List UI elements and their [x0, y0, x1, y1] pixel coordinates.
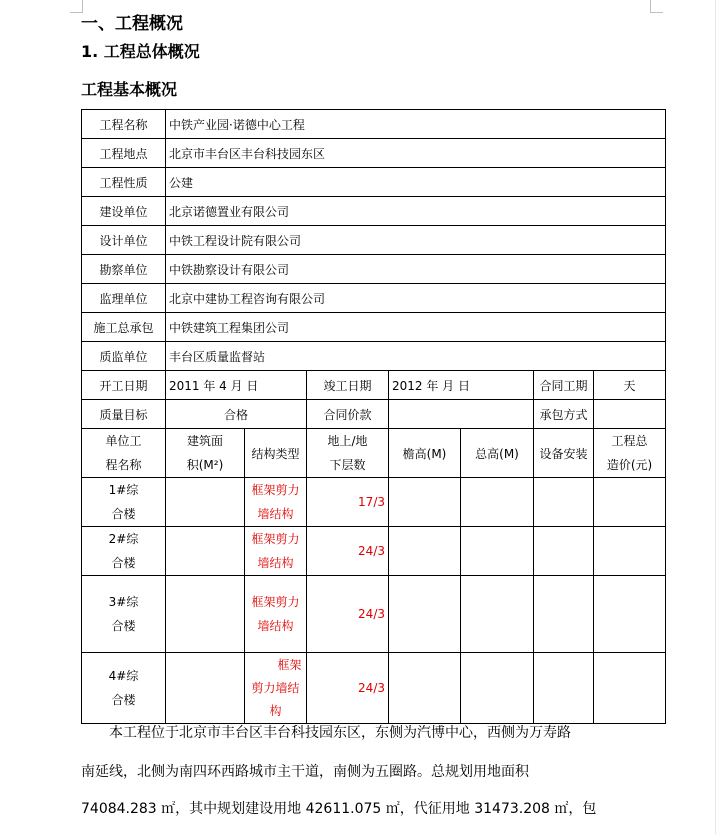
label-nature: 工程性质: [82, 168, 166, 197]
building-cost: [594, 527, 666, 576]
value-supervisor: 北京中建协工程咨询有限公司: [166, 284, 666, 313]
building-total-height: [461, 653, 534, 724]
label-quality-station: 质监单位: [82, 342, 166, 371]
page-edge: [715, 0, 716, 834]
quality-row: [82, 400, 666, 429]
header-equipment: 设备安装: [534, 429, 594, 478]
header-total-cost: 工程总 造价(元): [594, 429, 666, 478]
body-paragraph-line-3: 74084.283 ㎡，其中规划建设用地 42611.075 ㎡，代征用地 31473.208 ㎡，包: [81, 801, 597, 817]
table-row: [82, 527, 666, 576]
building-structure: 框架剪力 墙结构: [245, 576, 307, 653]
label-contract-period: 合同工期: [534, 371, 594, 400]
building-floors: 24/3: [307, 576, 389, 653]
value-contract-period: 天: [594, 371, 666, 400]
value-location: 北京市丰台区丰台科技园东区: [166, 139, 666, 168]
value-project-name: 中铁产业园·诺德中心工程: [166, 110, 666, 139]
value-quality-station: 丰台区质量监督站: [166, 342, 666, 371]
value-quality-target: 合格: [166, 400, 307, 429]
header-total-height: 总高(M): [461, 429, 534, 478]
building-area: [166, 653, 245, 724]
section-heading: 一、工程概况: [81, 14, 183, 34]
label-contract-price: 合同价款: [307, 400, 389, 429]
building-eaves: [389, 653, 461, 724]
info-row-supervisor: [82, 284, 666, 313]
label-survey: 勘察单位: [82, 255, 166, 284]
building-area: [166, 576, 245, 653]
building-eaves: [389, 478, 461, 527]
value-nature: 公建: [166, 168, 666, 197]
building-structure: 框架 剪力墙结 构: [245, 653, 307, 724]
body-paragraph-line-2: 南延线，北侧为南四环西路城市主干道，南侧为五圈路。总规划用地面积: [81, 764, 529, 780]
building-floors: 24/3: [307, 653, 389, 724]
label-start-date: 开工日期: [82, 371, 166, 400]
value-designer: 中铁工程设计院有限公司: [166, 226, 666, 255]
building-area: [166, 527, 245, 576]
value-survey: 中铁勘察设计有限公司: [166, 255, 666, 284]
info-row-survey: [82, 255, 666, 284]
value-owner: 北京诺德置业有限公司: [166, 197, 666, 226]
building-equipment: [534, 576, 594, 653]
header-structure-type: 结构类型: [245, 429, 307, 478]
label-contract-mode: 承包方式: [534, 400, 594, 429]
building-structure: 框架剪力 墙结构: [245, 527, 307, 576]
building-total-height: [461, 576, 534, 653]
label-designer: 设计单位: [82, 226, 166, 255]
subsection-heading: 1. 工程总体概况: [81, 42, 200, 61]
value-end-date: 2012 年 月 日: [389, 371, 534, 400]
label-location: 工程地点: [82, 139, 166, 168]
building-total-height: [461, 478, 534, 527]
building-name: 2#综 合楼: [82, 527, 166, 576]
building-floors: 17/3: [307, 478, 389, 527]
info-row-quality-station: [82, 342, 666, 371]
margin-corner-mark-right: [650, 0, 663, 13]
value-contract-price: [389, 400, 534, 429]
info-row-location: [82, 139, 666, 168]
building-area: [166, 478, 245, 527]
building-eaves: [389, 576, 461, 653]
value-contractor: 中铁建筑工程集团公司: [166, 313, 666, 342]
label-supervisor: 监理单位: [82, 284, 166, 313]
table-row: [82, 478, 666, 527]
table-row: [82, 653, 666, 724]
info-row-contractor: [82, 313, 666, 342]
header-floors: 地上/地 下层数: [307, 429, 389, 478]
building-name: 3#综 合楼: [82, 576, 166, 653]
info-row-designer: [82, 226, 666, 255]
value-contract-mode: [594, 400, 666, 429]
label-quality-target: 质量目标: [82, 400, 166, 429]
value-start-date: 2011 年 4 月 日: [166, 371, 307, 400]
building-cost: [594, 653, 666, 724]
info-row-project-name: [82, 110, 666, 139]
header-eaves-height: 檐高(M): [389, 429, 461, 478]
table-row: [82, 576, 666, 653]
building-header-row: [82, 429, 666, 478]
building-structure: 框架剪力 墙结构: [245, 478, 307, 527]
label-owner: 建设单位: [82, 197, 166, 226]
building-cost: [594, 478, 666, 527]
info-row-nature: [82, 168, 666, 197]
building-eaves: [389, 527, 461, 576]
header-building-area: 建筑面 积(M²): [166, 429, 245, 478]
building-total-height: [461, 527, 534, 576]
table-title: 工程基本概况: [81, 80, 178, 99]
building-equipment: [534, 478, 594, 527]
label-end-date: 竣工日期: [307, 371, 389, 400]
dates-row: [82, 371, 666, 400]
building-equipment: [534, 653, 594, 724]
building-floors: 24/3: [307, 527, 389, 576]
label-project-name: 工程名称: [82, 110, 166, 139]
info-row-owner: [82, 197, 666, 226]
building-name: 1#综 合楼: [82, 478, 166, 527]
body-paragraph-line-1: 本工程位于北京市丰台区丰台科技园东区，东侧为汽博中心，西侧为万寿路: [81, 725, 571, 741]
building-cost: [594, 576, 666, 653]
header-unit-name: 单位工 程名称: [82, 429, 166, 478]
project-info-table: [81, 109, 666, 724]
building-equipment: [534, 527, 594, 576]
building-name: 4#综 合楼: [82, 653, 166, 724]
label-contractor: 施工总承包: [82, 313, 166, 342]
